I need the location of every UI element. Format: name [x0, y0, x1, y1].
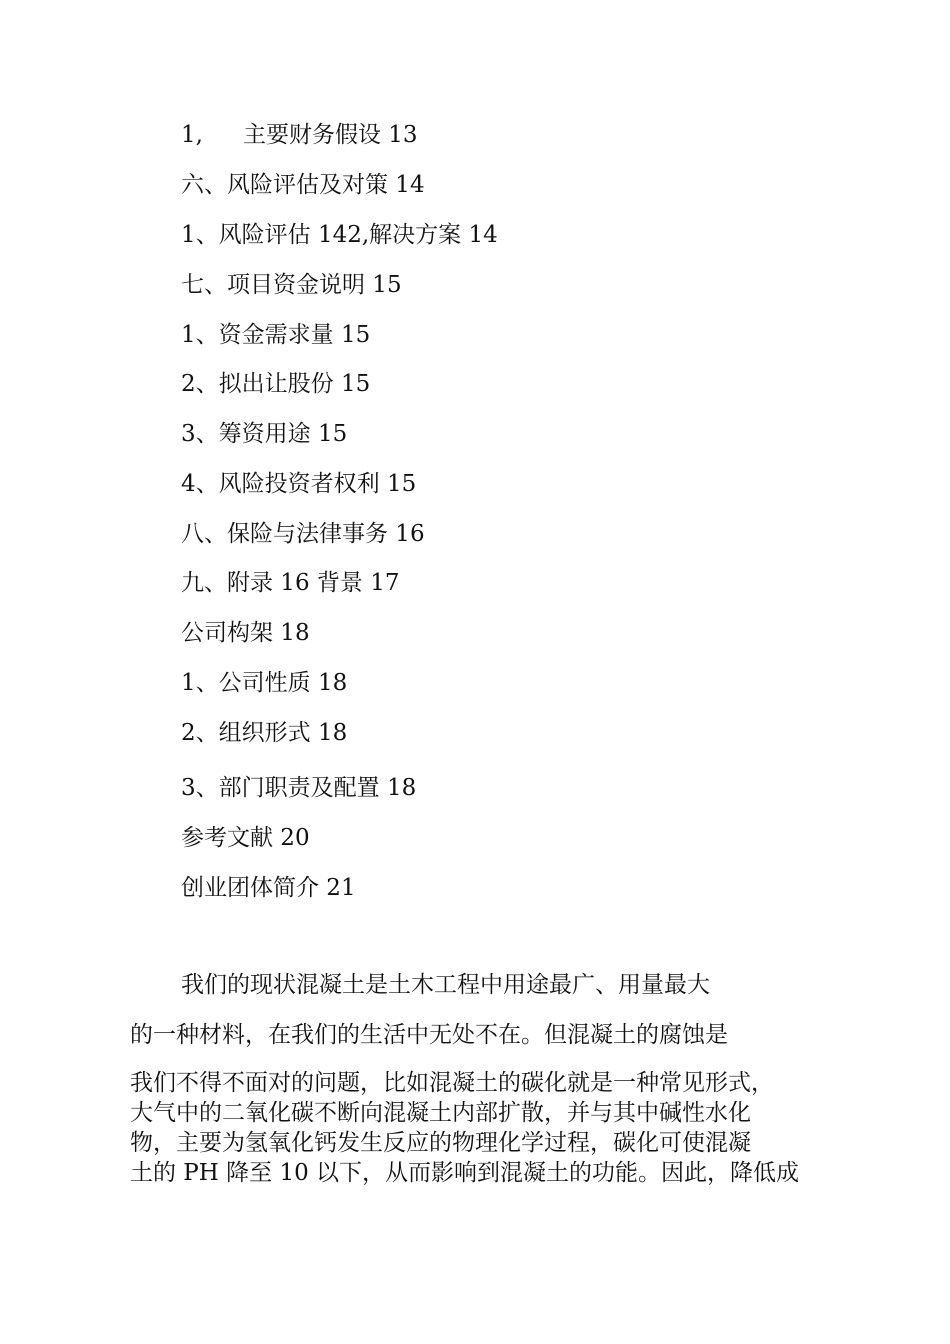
toc-entry: 七、项目资金说明 15: [181, 272, 402, 298]
toc-entry: 2、拟出让股份 15: [181, 371, 371, 397]
toc-entry-number: 1,: [181, 122, 203, 148]
toc-entry: 创业团体简介 21: [181, 875, 356, 901]
toc-entry: 九、附录 16 背景 17: [181, 570, 400, 596]
toc-entry: 1、公司性质 18: [181, 670, 348, 696]
toc-entry: 1、资金需求量 15: [181, 322, 371, 348]
paragraph-line: 土的 PH 降至 10 以下，从而影响到混凝土的功能。因此，降低成: [130, 1160, 800, 1186]
toc-entry: 六、风险评估及对策 14: [181, 172, 425, 198]
paragraph-line: 我们不得不面对的问题，比如混凝土的碳化就是一种常见形式，: [130, 1070, 774, 1096]
toc-entry: 参考文献 20: [181, 825, 310, 851]
toc-entry: 八、保险与法律事务 16: [181, 521, 425, 547]
toc-entry: 4、风险投资者权利 15: [181, 471, 417, 497]
paragraph-line: 的一种材料，在我们的生活中无处不在。但混凝土的腐蚀是: [130, 1022, 728, 1048]
toc-entry: 3、筹资用途 15: [181, 421, 348, 447]
paragraph-line: 大气中的二氧化碳不断向混凝土内部扩散，并与其中碱性水化: [130, 1100, 751, 1126]
toc-entry: [181, 121, 418, 149]
toc-entry-title: 主要财务假设 13: [242, 122, 418, 148]
paragraph-line: 我们的现状混凝土是土木工程中用途最广、用量最大: [181, 972, 710, 998]
toc-entry: 2、组织形式 18: [181, 720, 348, 746]
toc-entry: 1、风险评估 142,解决方案 14: [181, 222, 498, 248]
paragraph-line: 物，主要为氢氧化钙发生反应的物理化学过程，碳化可使混凝: [130, 1130, 751, 1156]
toc-entry: 3、部门职责及配置 18: [181, 775, 417, 801]
toc-entry: 公司构架 18: [181, 620, 310, 646]
